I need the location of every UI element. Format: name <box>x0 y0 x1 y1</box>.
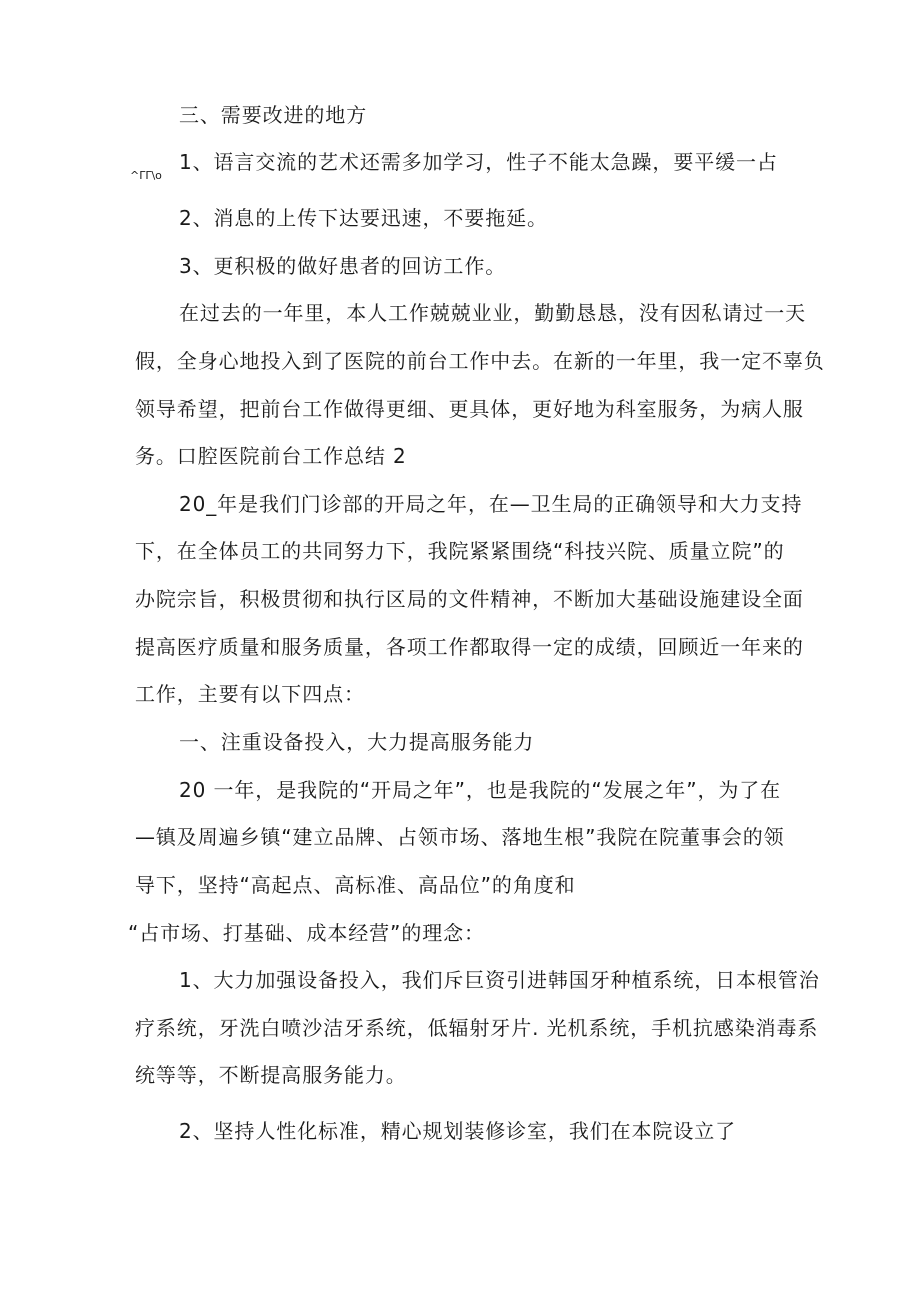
list-item: 1、大力加强设备投入，我们斥巨资引进韩国牙种植系统，日本根管治 <box>179 968 820 992</box>
paragraph-line: 统等等，不断提高服务能力。 <box>135 1063 407 1087</box>
paragraph-line: 办院宗旨，积极贯彻和执行区局的文件精神，不断加大基础设施建设全面 <box>135 587 804 611</box>
paragraph-line: 在过去的一年里，本人工作兢兢业业，勤勤恳恳，没有因私请过一天 <box>179 301 806 325</box>
paragraph-line: “占市场、打基础、成本经营”的理念： <box>128 921 485 945</box>
list-item: 2、消息的上传下达要迅速，不要拖延。 <box>179 206 548 230</box>
paragraph-line: 工作，主要有以下四点： <box>135 682 365 706</box>
section-heading-equipment: 一、注重设备投入，大力提高服务能力 <box>179 730 535 754</box>
list-item: 3、更积极的做好患者的回访工作。 <box>179 254 507 278</box>
paragraph-line: 务。口腔医院前台工作总结 2 <box>135 444 407 468</box>
paragraph-line: 20_年是我们门诊部的开局之年，在—卫生局的正确领导和大力支持 <box>179 492 803 516</box>
list-item: 2、坚持人性化标准，精心规划装修诊室，我们在本院设立了 <box>179 1119 737 1143</box>
garbled-fragment: ^ΓΓ\o <box>130 169 162 182</box>
section-heading-improvements: 三、需要改进的地方 <box>179 103 368 127</box>
list-item: 1、语言交流的艺术还需多加学习，性子不能太急躁，要平缓一占 <box>179 150 778 174</box>
paragraph-line: —镇及周遍乡镇“建立品牌、占领市场、落地生根”我院在院董事会的领 <box>135 825 785 849</box>
paragraph-line: 20 一年，是我院的“开局之年”，也是我院的“发展之年”，为了在 <box>179 778 782 802</box>
paragraph-line: 下，在全体员工的共同努力下，我院紧紧围绕“科技兴院、质量立院”的 <box>135 539 785 563</box>
paragraph-line: 假，全身心地投入到了医院的前台工作中去。在新的一年里，我一定不辜负 <box>135 349 825 373</box>
paragraph-line: 疗系统，牙洗白喷沙洁牙系统，低辐射牙片. 光机系统，手机抗感染消毒系 <box>135 1016 819 1040</box>
paragraph-line: 领导希望，把前台工作做得更细、更具体，更好地为科室服务，为病人服 <box>135 397 804 421</box>
paragraph-line: 导下，坚持“高起点、高标准、高品位”的角度和 <box>135 873 576 897</box>
paragraph-line: 提高医疗质量和服务质量，各项工作都取得一定的成绩，回顾近一年来的 <box>135 635 804 659</box>
